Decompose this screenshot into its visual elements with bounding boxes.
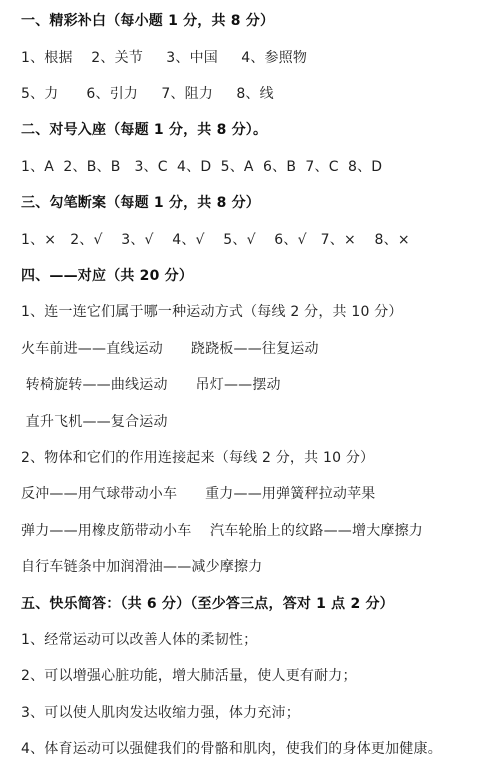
short-answer-line-2: 2、可以增强心脏功能，增大肺活量，使人更有耐力；: [21, 668, 357, 684]
answer-line-fill-1: 1、根据 2、关节 3、中国 4、参照物: [21, 50, 308, 66]
short-answer-line-3: 3、可以使人肌肉发达收缩力强，体力充沛；: [21, 705, 300, 721]
sub-question-2: 2、物体和它们的作用连接起来（每线 2 分，共 10 分）: [21, 450, 375, 466]
short-answer-line-1: 1、经常运动可以改善人体的柔韧性；: [21, 632, 258, 648]
match-line-2: 转椅旋转——曲线运动 吊灯——摆动: [21, 377, 281, 393]
match-line-4: 反冲——用气球带动小车 重力——用弹簧秤拉动苹果: [21, 486, 376, 502]
match-line-6: 自行车链条中加润滑油——减少摩擦力: [21, 559, 263, 575]
section-heading-3: 三、勾笔断案（每题 1 分，共 8 分）: [21, 195, 260, 211]
match-line-1: 火车前进——直线运动 跷跷板——往复运动: [21, 341, 319, 357]
answer-line-fill-2: 5、力 6、引力 7、阻力 8、线: [21, 86, 274, 102]
section-heading-1: 一、精彩补白（每小题 1 分，共 8 分）: [21, 13, 275, 29]
answer-line-judge: 1、× 2、√ 3、√ 4、√ 5、√ 6、√ 7、× 8、×: [21, 232, 410, 248]
section-heading-5: 五、快乐简答：（共 6 分）（至少答三点，答对 1 点 2 分）: [21, 596, 394, 612]
match-line-5: 弹力——用橡皮筋带动小车 汽车轮胎上的纹路——增大摩擦力: [21, 523, 423, 539]
answer-line-choice: 1、A 2、B、B 3、C 4、D 5、A 6、B 7、C 8、D: [21, 159, 383, 175]
short-answer-line-4: 4、体育运动可以强健我们的骨骼和肌肉，使我们的身体更加健康。: [21, 741, 442, 757]
section-heading-4: 四、——对应（共 20 分）: [21, 268, 194, 284]
sub-question-1: 1、连一连它们属于哪一种运动方式（每线 2 分，共 10 分）: [21, 304, 403, 320]
section-heading-2: 二、对号入座（每题 1 分，共 8 分）。: [21, 122, 268, 138]
match-line-3: 直升飞机——复合运动: [21, 414, 168, 430]
